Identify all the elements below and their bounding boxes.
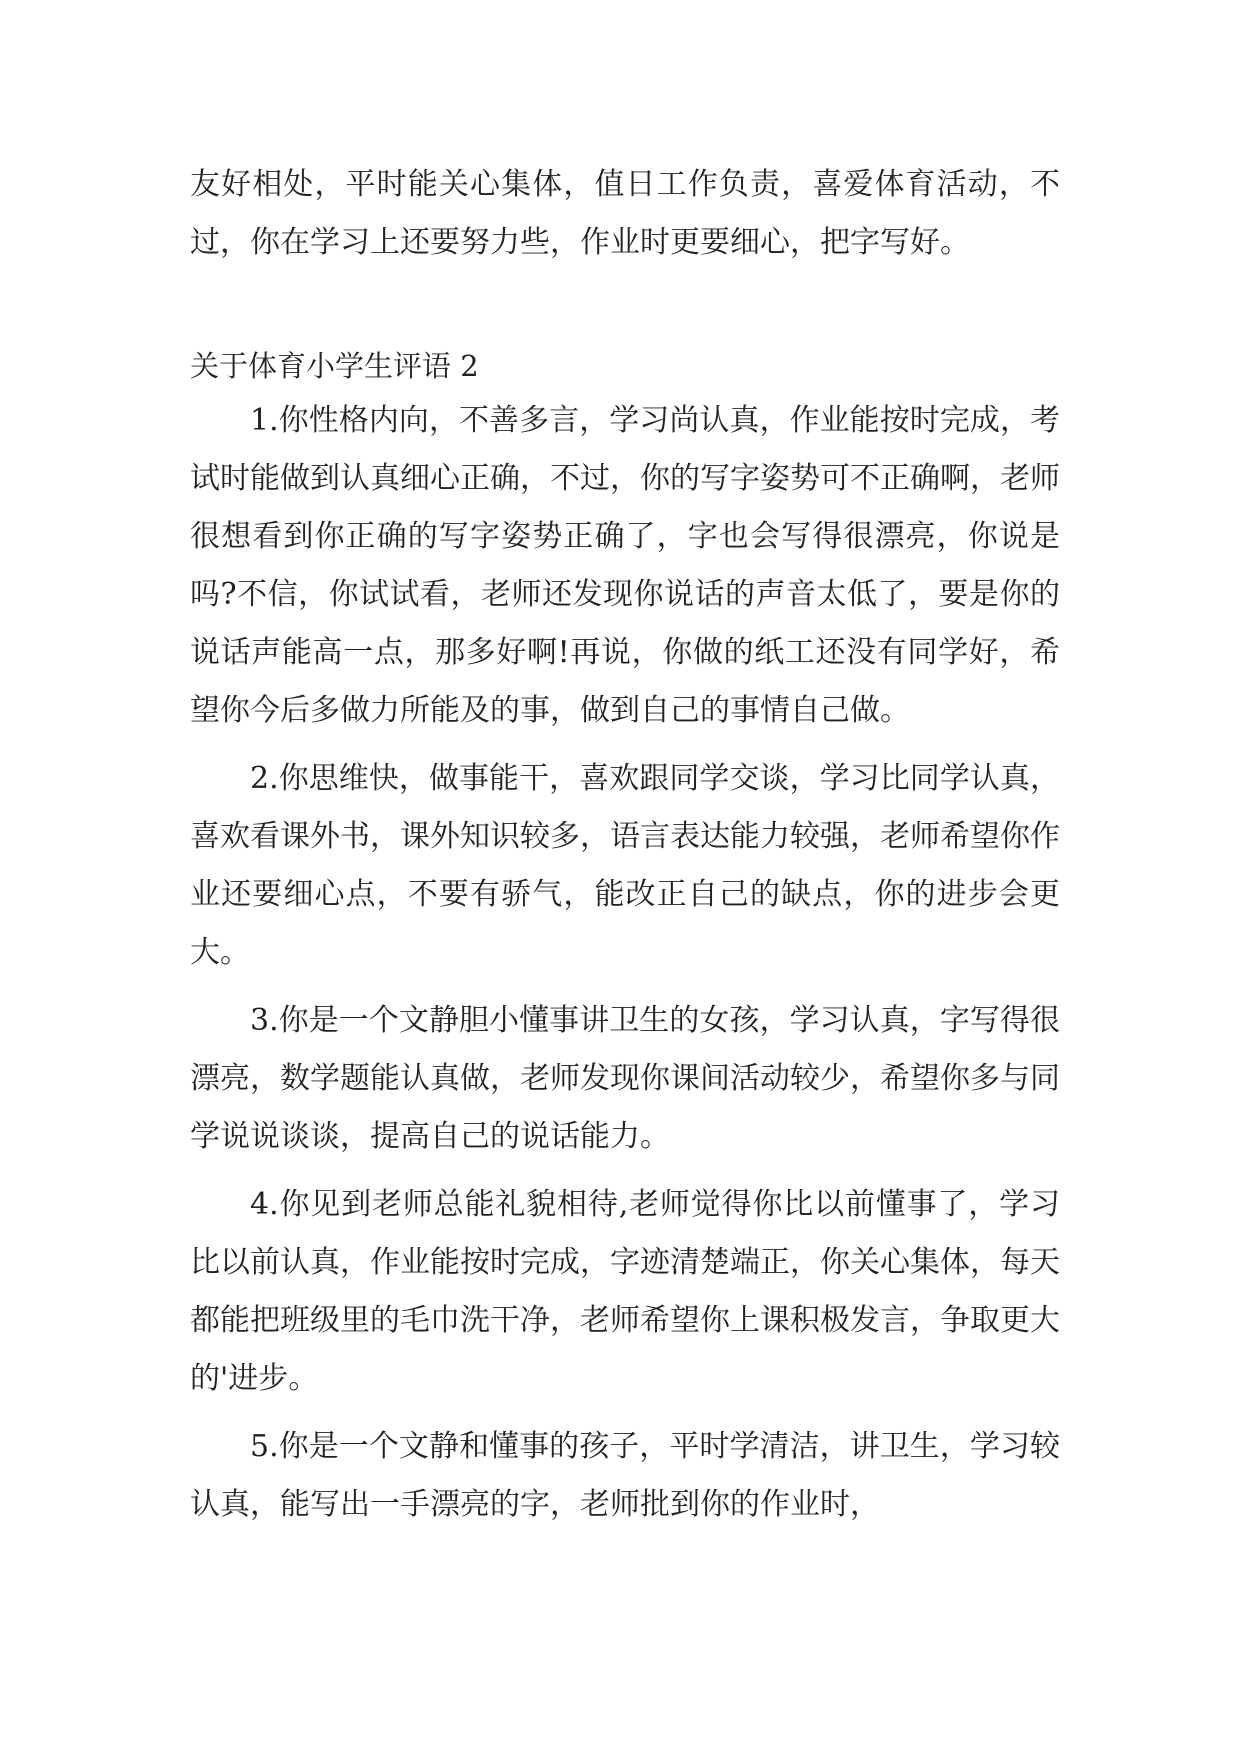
comment-item-1: 1.你性格内向，不善多言，学习尚认真，作业能按时完成，考试时能做到认真细心正确，不过，你的写字姿势可不正确啊，老师很想看到你正确的写字姿势正确了，字也会写得很漂亮，你说是吗?不信，你试试看，老师还发现你说话的声音太低了，要是你的说话声能高一点，那多好啊!再说，你做的纸工还没有同学好，希望你今后多做力所能及的事，做到自己的事情自己做。 <box>190 403 1060 728</box>
section-heading: 关于体育小学生评语 2 <box>190 349 479 383</box>
comment-list <box>190 392 1060 1544</box>
intro-paragraph: 友好相处，平时能关心集体，值日工作负责，喜爱体育活动，不过，你在学习上还要努力些，作业时更要细心，把字写好。 <box>190 167 1060 260</box>
intro-text-block <box>190 156 1060 272</box>
comment-item-2: 2.你思维快，做事能干，喜欢跟同学交谈，学习比同学认真，喜欢看课外书，课外知识较多，语言表达能力较强，老师希望你作业还要细心点，不要有骄气，能改正自己的缺点，你的进步会更大。 <box>190 761 1060 970</box>
comment-item-4: 4.你见到老师总能礼貌相待,老师觉得你比以前懂事了，学习比以前认真，作业能按时完成，字迹清楚端正，你关心集体，每天都能把班级里的毛巾洗干净，老师希望你上课积极发言，争取更大的'进步。 <box>190 1187 1060 1396</box>
comment-item-5: 5.你是一个文静和懂事的孩子，平时学清洁，讲卫生，学习较认真，能写出一手漂亮的字，老师批到你的作业时， <box>190 1429 1060 1522</box>
comment-item-3: 3.你是一个文静胆小懂事讲卫生的女孩，学习认真，字写得很漂亮，数学题能认真做，老师发现你课间活动较少，希望你多与同学说说谈谈，提高自己的说话能力。 <box>190 1003 1060 1154</box>
